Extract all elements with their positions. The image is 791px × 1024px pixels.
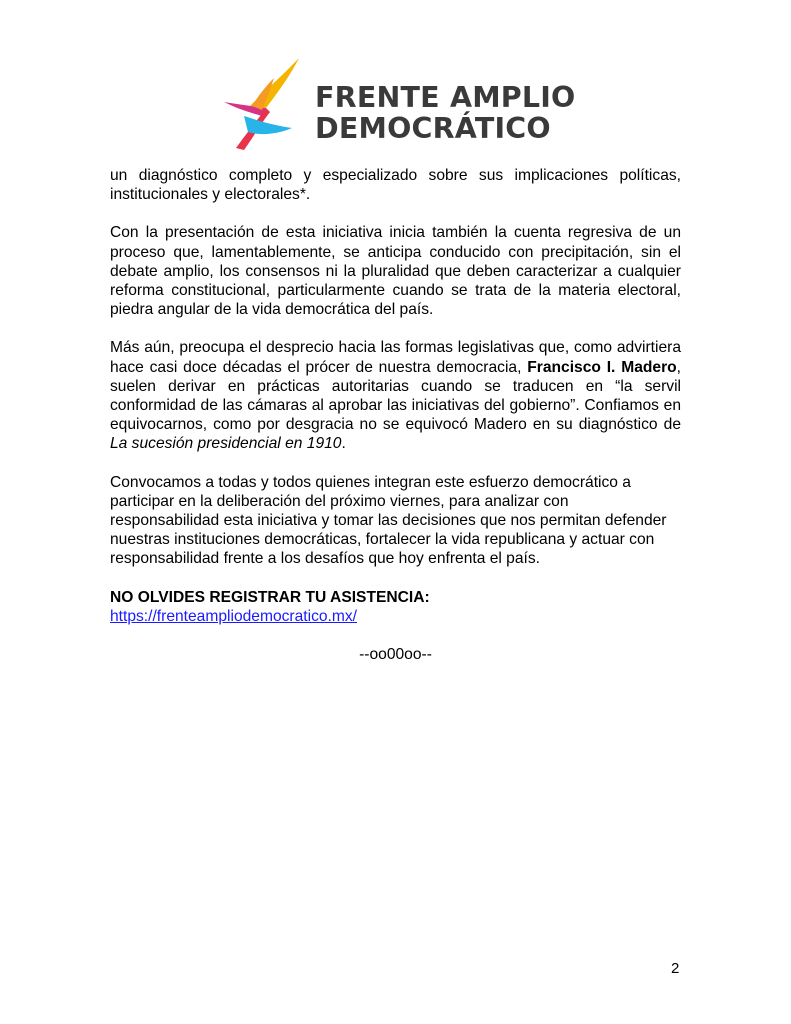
logo-line-2: DEMOCRÁTICO: [315, 112, 551, 145]
paragraph-3: [110, 338, 681, 453]
logo: [222, 56, 582, 156]
logo-line-1: FRENTE AMPLIO: [315, 81, 576, 114]
book-title: La sucesión presidencial en 1910: [110, 435, 342, 453]
madero-name: Francisco I. Madero: [527, 358, 677, 376]
logo-mark-icon: [222, 56, 302, 152]
registration-link[interactable]: https://frenteampliodemocratico.mx/: [110, 607, 358, 625]
paragraph-1: un diagnóstico completo y especializado sobre sus implicaciones políticas, institucionales y electorales*.: [110, 167, 681, 204]
page-number: 2: [671, 960, 680, 977]
paragraph-3-part-3: .: [341, 435, 346, 453]
registration-heading: NO OLVIDES REGISTRAR TU ASISTENCIA:: [110, 588, 430, 606]
closing-mark: --oo00oo--: [359, 646, 432, 664]
paragraph-3-part-1: Más aún, preocupa el desprecio hacia las formas legislativas que, como advirtiera hace casi doce décadas el prócer de nuestra democracia,: [110, 339, 681, 376]
paragraph-4: Convocamos a todas y todos quienes integran este esfuerzo democrático a participar en la deliberación del próximo viernes, para analizar con responsabilidad esta iniciativa y tomar las decisiones que nos permitan defender nuestras instituciones democráticas, fortalecer la vida republicana y actuar con responsabilidad frente a los desafíos que hoy enfrenta el país.: [110, 473, 667, 568]
letter-body: [110, 166, 681, 664]
paragraph-3-part-2: , suelen derivar en prácticas autoritarias cuando se traducen en “la servil conformidad de las cámaras al aprobar las iniciativas del gobierno”. Confiamos en equivocarnos, como por desgracia no se equivocó Madero en su diagnóstico de: [110, 358, 682, 434]
paragraph-2: Con la presentación de esta iniciativa inicia también la cuenta regresiva de un proceso que, lamentablemente, se anticipa conducido con precipitación, sin el debate amplio, los consensos ni la pluralidad que deben caracterizar a cualquier reforma constitucional, particularmente cuando se trata de la materia electoral, piedra angular de la vida democrática del país.: [110, 224, 681, 319]
